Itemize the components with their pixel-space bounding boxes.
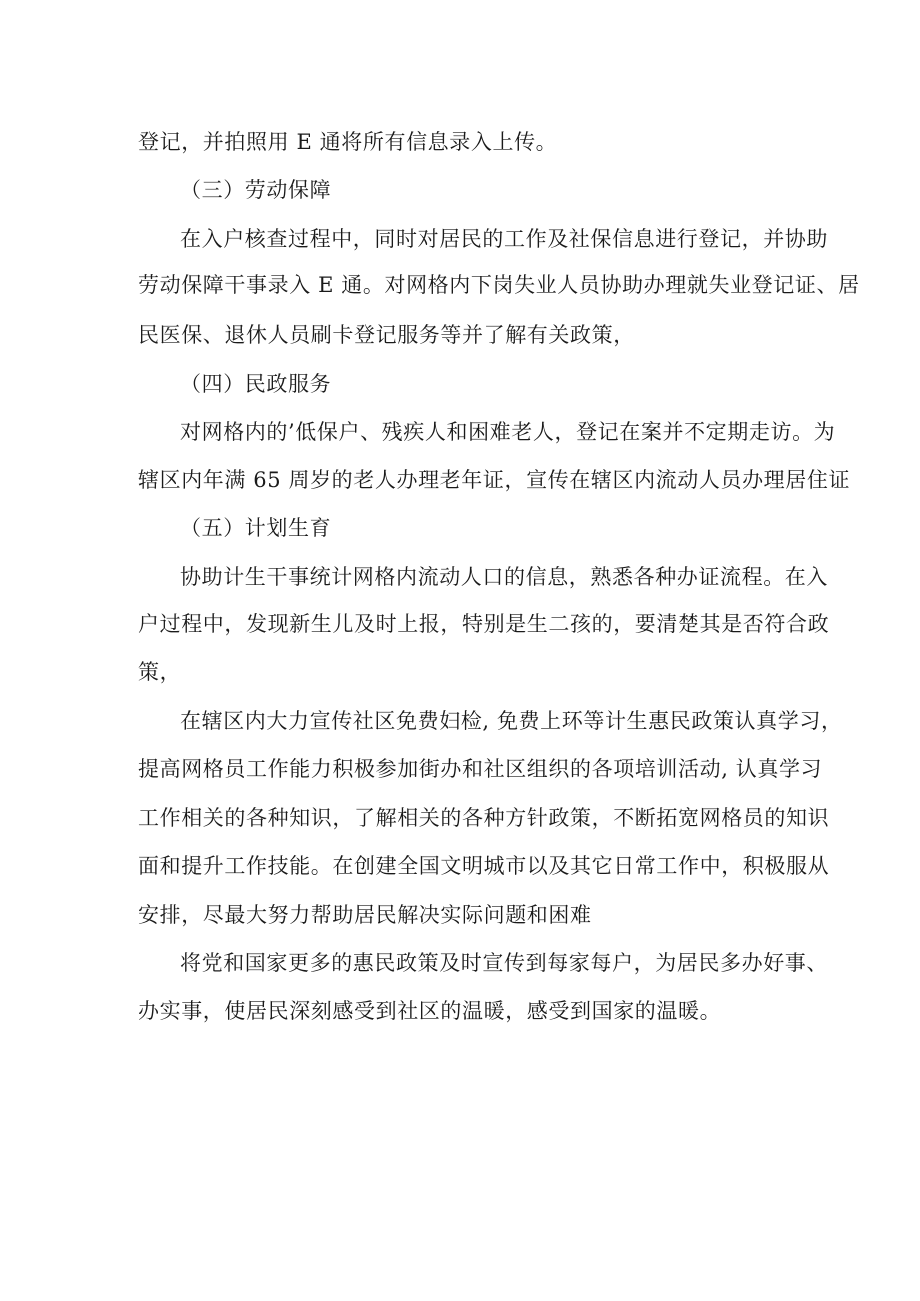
text-line: 工作相关的各种知识，了解相关的各种方针政策，不断拓宽网格员的知识 [138,806,830,830]
section-heading-labor-security: （三）劳动保障 [180,178,332,202]
text-line: 在入户核查过程中，同时对居民的工作及社保信息进行登记，并协助 [180,227,828,251]
text-line: 登记，并拍照用 E 通将所有信息录入上传。 [138,130,558,154]
text-line: 安排，尽最大努力帮助居民解决实际问题和困难 [138,903,592,927]
section-heading-civil-affairs: （四）民政服务 [180,372,332,396]
text-line: 办实事，使居民深刻感受到社区的温暖，感受到国家的温暖。 [138,999,722,1023]
section-heading-family-planning: （五）计划生育 [180,516,332,540]
text-line: 户过程中，发现新生儿及时上报，特别是生二孩的，要清楚其是否符合政 [138,612,830,636]
text-line: 将党和国家更多的惠民政策及时宣传到每家每户，为居民多办好事、 [180,951,828,975]
text-line: 协助计生干事统计网格内流动人口的信息，熟悉各种办证流程。在入 [180,565,828,589]
text-line: 劳动保障干事录入 E 通。对网格内下岗失业人员协助办理就失业登记证、居 [138,273,860,297]
text-line: 提高网格员工作能力积极参加街办和社区组织的各项培训活动, 认真学习 [138,757,823,781]
text-line: 辖区内年满 65 周岁的老人办理老年证，宣传在辖区内流动人员办理居住证 [138,468,851,492]
text-line: 在辖区内大力宣传社区免费妇检, 免费上环等计生惠民政策认真学习， [180,709,843,733]
text-line: 策， [138,660,182,684]
text-line: 面和提升工作技能。在创建全国文明城市以及其它日常工作中，积极服从 [138,854,830,878]
text-line: 民医保、退休人员刷卡登记服务等并了解有关政策， [138,323,635,347]
text-line: 对网格内的’低保户、残疾人和困难老人，登记在案并不定期走访。为 [180,420,836,444]
